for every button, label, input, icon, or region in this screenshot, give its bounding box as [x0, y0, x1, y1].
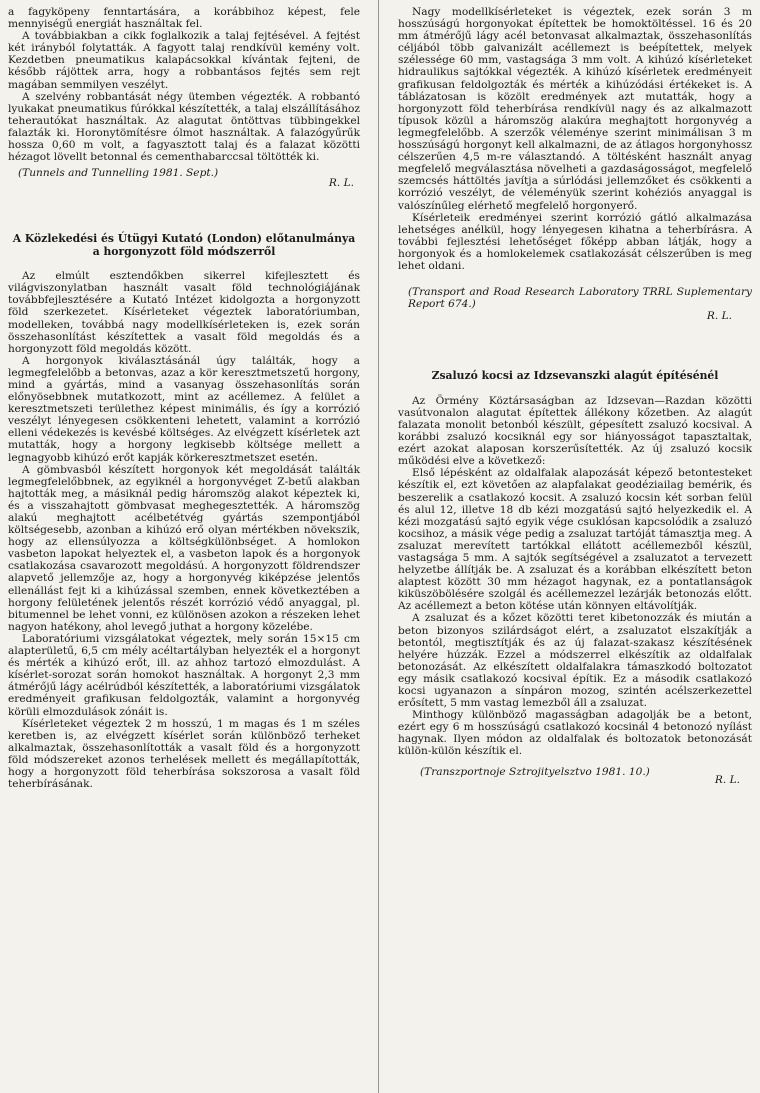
- source-citation: (Transport and Road Research Laboratory TRRL Suplementary Report 674.): [408, 286, 752, 311]
- source-line: [398, 766, 752, 786]
- article-paragraph: A horgonyok kiválasztásánál úgy találták, hogy a legmegfelelőbb a betonvas, azaz a kör keresztmetszetű horgony, mind a gyártás, mind a vasanyag összehasonlítás során előnyösebbnek mutatkozott, mint az acéllemez. A felület a keresztmetszeti területhez képest minimális, és így a korrózió veszélyt lényegesen csökkenteni lehetett, valamint a korrózió elleni védekezés is kevésbé költséges. Az elvégzett kísérletek azt mutatták, hogy a horgony legkisebb költsége mellett a legnagyobb kihúzó erőt kapják körkeresztmetszet esetén.: [8, 354, 360, 464]
- left-paragraph: A továbbiakban a cikk foglalkozik a talaj fejtésével. A fejtést két irányból folytatták. A fagyott talaj rendkívül kemény volt. Kezdetben pneumatikus kalapácsokkal kívántak fejteni, de később rájöttek arra, hogy a robbantásos fejtés sem rejt magában semmilyen veszélyt.: [8, 30, 360, 91]
- article-paragraph: A zsaluzat és a kőzet közötti teret kibetonozzák és miután a beton bizonyos szilárdságot elért, a zsaluzatot elszakítják a betontól, megtisztítják és az új falazat-szakasz készítésének helyére húzzák. Ezzel a módszerrel elkészítik az oldalfalak betonozását. Az elkészített oldalfalakra támaszkodó boltozatot egy másik csatlakozó kocsival építik. Ez a második csatlakozó kocsi ugyanazon a sínpáron mozog, szintén acélszerkezettel erősített, 5 mm vastag lemezből áll a zsaluzat.: [398, 612, 752, 710]
- column-divider: [378, 0, 379, 1093]
- article-paragraph: Laboratóriumi vizsgálatokat végeztek, mely során 15×15 cm alapterületű, 6,5 cm mély acéltartályban helyezték el a horgonyt és mérték a kihúzó erőt, ill. az ahhoz tartozó elmozdulást. A kísérlet-sorozat során homokot használtak. A horgonyt 2,3 mm átmérőjű lágy acélrúdból készítették, a laboratóriumi vizsgálatok eredményeit grafikusan feldolgozták, valamint a horgonyvég körüli elmozdulások zónáit is.: [8, 632, 360, 718]
- source-line: [8, 167, 360, 189]
- author-row: [398, 310, 752, 322]
- article-paragraph: Az Örmény Köztársaságban az Idzsevan—Razdan közötti vasútvonalon alagutat építettek állékony kőzetben. Az alagút falazata monolit betonból készült, gépesített zsaluzó kocsival. A korábbi zsaluzó kocsiknál egy sor hiányosságot tapasztaltak, ezért azokat alaposan korszerűsítették. Az új zsaluzó kocsik működési elve a következő:: [398, 394, 752, 468]
- article-paragraph: Az elmúlt esztendőkben sikerrel kifejlesztett és világviszonylatban használt vasalt föld technológiájának továbbfejlesztésére a Kutató Intézet kidolgozta a horgonyzott föld szerkezetet. Kísérleteket végeztek laboratóriumban, modelleken, továbbá nagy modellkísérleteken is, ezek során összehasonlítást készítettek a vasalt föld megoldás és a horgonyzott föld megoldás között.: [8, 270, 360, 355]
- article-paragraph: A gömbvasból készített horgonyok két megoldását találták legmegfelelőbbnek, az egyiknél a horgonyvéget Z-betű alakban hajtották meg, a másiknál pedig háromszög alakot képeztek ki, és a visszahajtott gömbvasat meghegesztették. A háromszög alakú meghajtott acélbetétvég gyártás szempontjából költségesebb, azonban a kihúzó erő olyan mértékben növekszik, hogy az ellensúlyozza a költségkülönbséget. A homlokon vasbeton lapokat helyeztek el, a vasbeton lapok és a horgonyok csatlakozása csavarozott megoldású. A horgonyzott földrendszer alapvető jellemzője az, hogy a horgonyvég kiképzése jelentős ellenállást fejt ki a kihúzással szemben, ennek következtében a horgony felületének jelentős részét korrózió védő anyaggal, pl. bitumennel be lehet vonni, ez különösen azokon a részeken lehet nagyon hatékony, ahol levegő juthat a horgony közelébe.: [8, 463, 360, 633]
- article-paragraph: Kísérleteik eredményei szerint korrózió gátló alkalmazása lehetséges anélkül, hogy lényegesen kihatna a teherbírásra. A további fejlesztési lehetőséget főképp abban látják, hogy a horgonyok és a homlokelemek csatlakozását célszerűben is meg lehet oldani.: [398, 211, 752, 272]
- article-paragraph: Nagy modellkísérleteket is végeztek, ezek során 3 m hosszúságú horgonyokat építettek be homoktöltéssel. 16 és 20 mm átmérőjű lágy acél betonvasat alkalmaztak, összehasonlítás céljából több galvanizált acéllemezt is beépítettek, melyek szélessége 60 mm, vastagsága 3 mm volt. A kihúzó kísérleteket hidraulikus sajtókkal végezték. A kihúzó kísérletek eredményeit grafikusan feldolgozták és mérték a kihúzódási értékeket is. A táblázatosan is közölt eredmények azt mutatták, hogy a horgonyzott föld teherbírása rendkívül nagy és az alkalmazott típusok közül a háromszög alakúra meghajtott horgonyvég a legmegfelelőbb. A szerzők véleménye szerint minimálisan 3 m hosszúságú horgonyt kell alkalmazni, de az átlagos horgonyhossz célszerűen 4,5 m-re választandó. A töltésként használt anyag megfelelő megválasztása növelheti a gazdaságosságot, megfelelő szemcsés háttöltés javítja a súrlódási jellemzőket és csökkenti a korrózió veszélyt, de véleményük szerint kohéziós anyaggal is valószínűleg elérhető megfelelő horgonyerő.: [398, 6, 752, 212]
- right-column: [398, 6, 752, 786]
- source-citation: (Transzportnoje Sztrojityelsztvo 1981. 10.): [420, 765, 650, 778]
- left-column: [8, 6, 360, 790]
- article-paragraph: Minthogy különböző magasságban adagolják be a betont, ezért egy 6 m hosszúságú csatlakozó kocsinál 4 betonozó nyílást hagynak. Ilyen módon az oldalfalak és boltozatok betonozását külön-külön készítik el.: [398, 709, 752, 758]
- author-initials: R. L.: [714, 773, 740, 786]
- article-title: Zsaluzó kocsi az Idzsevanszki alagút építésénél: [431, 369, 719, 383]
- left-paragraph: a fagyköpeny fenntartására, a korábbihoz képest, fele mennyiségű energiát használtak fel.: [8, 6, 360, 31]
- left-paragraph: A szelvény robbantását négy ütemben végezték. A robbantó lyukakat pneumatikus fúrókkal készítették, a talaj elszállításához teherautókat használtak. Az alagutat öntöttvas tübbingekkel falazták ki. Horonytömítésre ólmot használtak. A falazógyűrűk hossza 0,60 m volt, a fagyasztott talaj és a falazat közötti hézagot lövellt betonnal és cementhabarccsal töltötték ki.: [8, 90, 360, 164]
- author-initials: R. L.: [328, 177, 354, 190]
- article-paragraph: Kísérleteket végeztek 2 m hosszú, 1 m magas és 1 m széles keretben is, az elvégzett kísérlet során különböző terheket alkalmaztak, összehasonlították a vasalt föld és a horgonyzott föld módszereket azonos terhelések mellett és megállapították, hogy a horgonyzott föld teherbírása sokszorosa a vasalt föld teherbírásának.: [8, 717, 360, 791]
- source-citation: (Tunnels and Tunnelling 1981. Sept.): [18, 167, 219, 180]
- author-initials: R. L.: [706, 310, 732, 323]
- article-paragraph: Első lépésként az oldalfalak alapozását képező betontesteket készítik el, ezt követően az alapfalakat geodéziailag bemérik, és beszerelik a csatlakozó kocsit. A zsaluzó kocsin két sorban felül és alul 12, illetve 18 db kézi mozgatású sajtó helyezkedik el. A kézi mozgatású sajtó egyik vége csuklósan kapcsolódik a zsaluzó kocsihoz, a másik vége pedig a zsaluzat tartóját támasztja meg. A zsaluzat merevített tartókkal ellátott acéllemezből készül, vastagsága 5 mm. A sajtók segítségével a zsaluzatot a tervezett helyzetbe állítják be. A zsaluzat és a korábban elkészített beton alaptest között 30 mm hézagot hagynak, ez a pontatlanságok kiküszöbölésére szolgál és acéllemezzel lezárják betonozás előtt. Az acéllemezt a beton kötése után könnyen eltávolítják.: [398, 467, 752, 613]
- article-title: A Közlekedési és Útügyi Kutató (London) előtanulmánya a horgonyzott föld módszerről: [12, 232, 356, 258]
